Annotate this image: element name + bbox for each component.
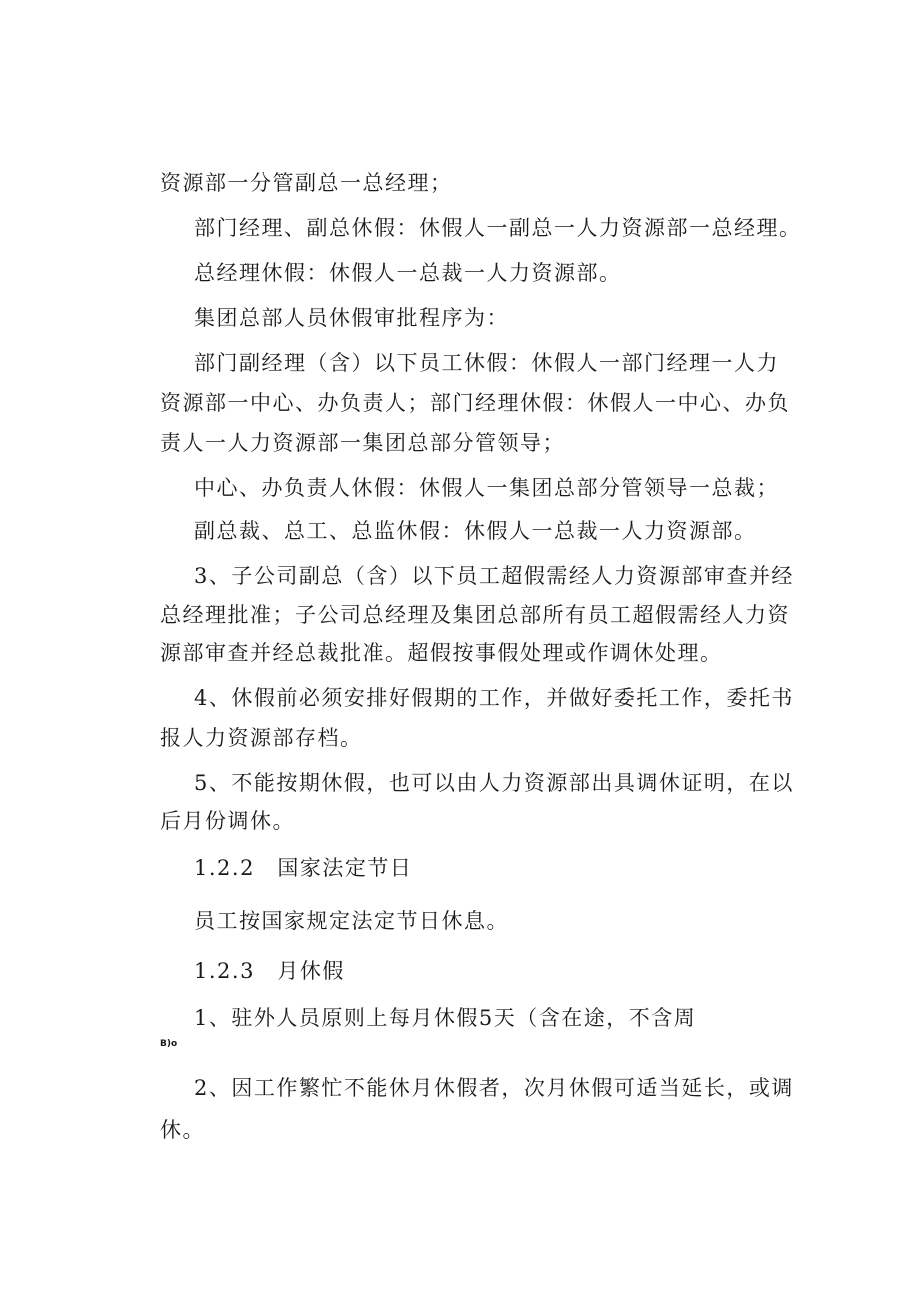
text-line: 资源部一分管副总一总经理； (160, 171, 453, 195)
section-heading: 1.2.3 月休假 (194, 959, 345, 983)
text-line: 总经理休假：休假人一总裁一人力资源部。 (194, 261, 622, 285)
text-line: 员工按国家规定法定节日休息。 (194, 909, 509, 933)
text-line: 1、驻外人员原则上每月休假5天（含在途，不含周 (194, 1006, 697, 1030)
text-line: 休。 (160, 1118, 205, 1142)
text-line: 责人一人力资源部一集团总部分管领导； (160, 431, 565, 455)
text-line: 部门经理、副总休假：休假人一副总一人力资源部一总经理。 (194, 216, 802, 240)
text-line: 报人力资源部存档。 (160, 726, 363, 750)
text-line: 3、子公司副总（含）以下员工超假需经人力资源部审查并经 (194, 564, 794, 588)
text-line: 副总裁、总工、总监休假：休假人一总裁一人力资源部。 (194, 519, 757, 543)
text-line: 中心、办负责人休假：休假人一集团总部分管领导一总裁； (194, 476, 779, 500)
text-fragment: B)o (160, 1039, 178, 1049)
text-line: 部门副经理（含）以下员工休假：休假人一部门经理一人力 (194, 351, 779, 375)
text-line: 源部审查并经总裁批准。超假按事假处理或作调休处理。 (160, 641, 723, 665)
text-line: 资源部一中心、办负责人；部门经理休假：休假人一中心、办负 (160, 391, 790, 415)
section-heading: 1.2.2 国家法定节日 (194, 856, 413, 880)
text-line: 4、休假前必须安排好假期的工作，并做好委托工作，委托书 (194, 686, 794, 710)
text-line: 5、不能按期休假，也可以由人力资源部出具调休证明，在以 (194, 771, 794, 795)
text-line: 后月份调休。 (160, 809, 295, 833)
text-line: 2、因工作繁忙不能休月休假者，次月休假可适当延长，或调 (194, 1076, 794, 1100)
text-line: 集团总部人员休假审批程序为： (194, 306, 509, 330)
text-line: 总经理批准；子公司总经理及集团总部所有员工超假需经人力资 (160, 603, 790, 627)
